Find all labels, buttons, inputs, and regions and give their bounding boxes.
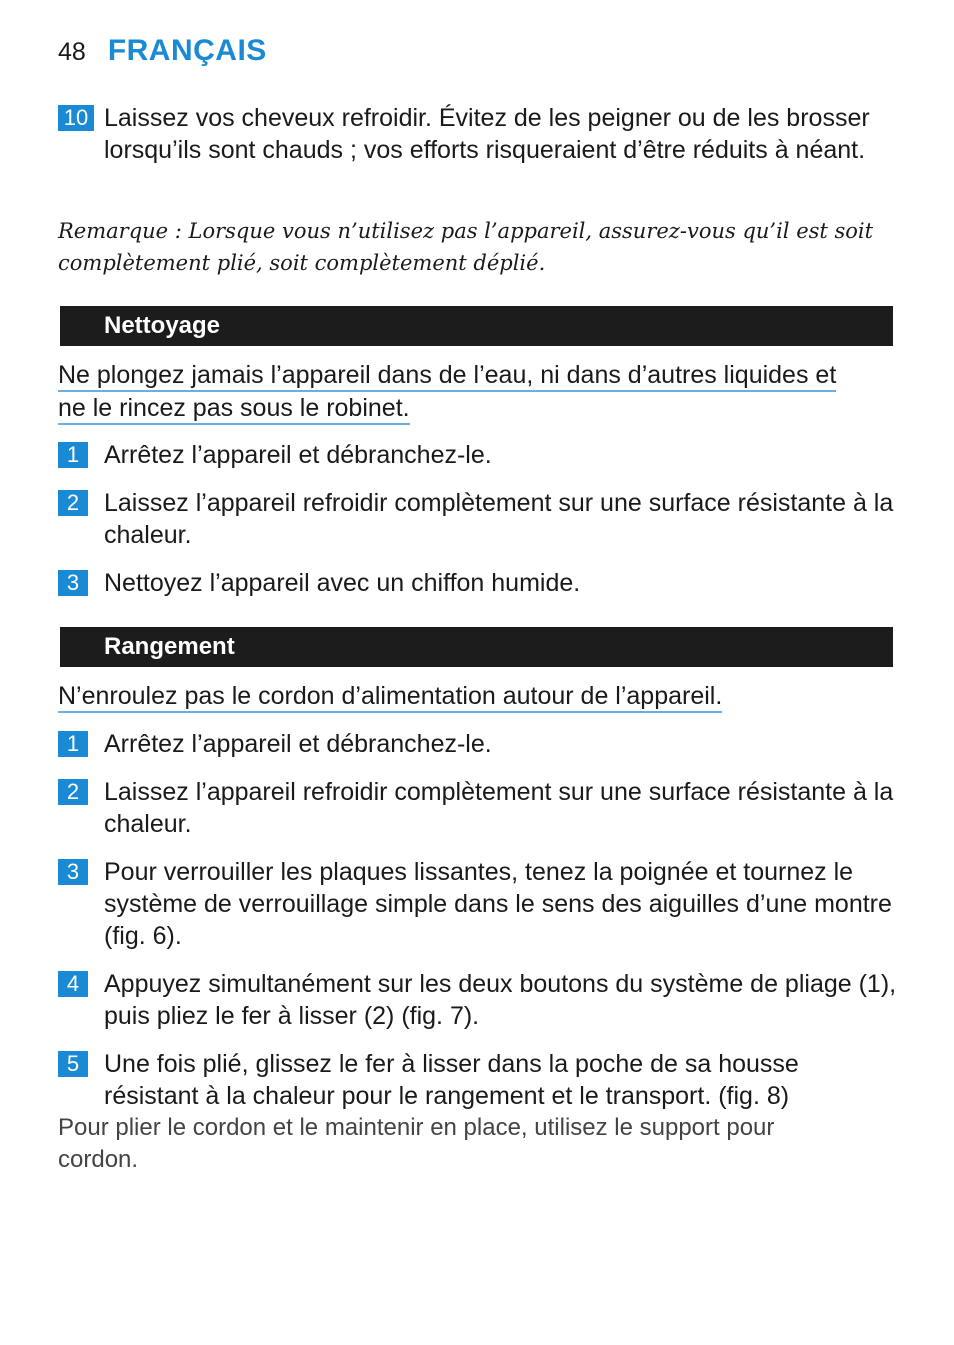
section-bar-cleaning xyxy=(60,306,893,346)
cleaning-step-2 xyxy=(58,487,898,551)
step-number-badge: 5 xyxy=(58,1051,88,1077)
step-text: Une fois plié, glissez le fer à lisser dans la poche de sa housse résistant à la chaleur pour le rangement et le transport. (fig. 8) xyxy=(104,1050,799,1110)
step-number-badge: 3 xyxy=(58,859,88,885)
storage-step-4 xyxy=(58,968,898,1032)
step-text: Appuyez simultanément sur les deux boutons du système de pliage (1), puis pliez le fer à lisser (2) (fig. 7). xyxy=(104,970,897,1030)
storage-step-5 xyxy=(58,1048,898,1112)
section-bar-storage xyxy=(60,627,893,667)
cleaning-step-3 xyxy=(58,567,898,599)
step-number-badge: 2 xyxy=(58,779,88,805)
step-number-badge: 10 xyxy=(58,105,94,131)
step-text: Laissez l’appareil refroidir complètement sur une surface résistante à la chaleur. xyxy=(104,778,894,838)
step-text: Nettoyez l’appareil avec un chiffon humide. xyxy=(104,569,581,597)
storage-step-1 xyxy=(58,728,898,760)
cleaning-warning xyxy=(58,359,898,425)
step-number-badge: 4 xyxy=(58,971,88,997)
section-title-storage: Rangement xyxy=(104,633,235,660)
step-number-badge: 1 xyxy=(58,442,88,468)
warning-line: N’enroulez pas le cordon d’alimentation autour de l’appareil. xyxy=(58,681,722,713)
page-number: 48 xyxy=(58,38,86,66)
step-text: Arrêtez l’appareil et débranchez-le. xyxy=(104,441,492,469)
note: Remarque : Lorsque vous n’utilisez pas l’appareil, assurez-vous qu’il est soit complètement plié, soit complètement déplié. xyxy=(58,219,874,275)
storage-step-2 xyxy=(58,776,898,840)
storage-warning xyxy=(58,680,898,713)
storage-step-3 xyxy=(58,856,898,952)
step-text: Laissez l’appareil refroidir complètement sur une surface résistante à la chaleur. xyxy=(104,489,894,549)
step-text: Arrêtez l’appareil et débranchez-le. xyxy=(104,730,492,758)
page-header xyxy=(58,34,267,74)
warning-line-2: ne le rincez pas sous le robinet. xyxy=(58,393,410,425)
section-title-cleaning: Nettoyage xyxy=(104,312,221,339)
step-number-badge: 2 xyxy=(58,490,88,516)
step-number-badge: 1 xyxy=(58,731,88,757)
step-number-badge: 3 xyxy=(58,570,88,596)
cleaning-step-1 xyxy=(58,439,898,471)
intro-step xyxy=(58,102,898,166)
step-text: Laissez vos cheveux refroidir. Évitez de les peigner ou de les brosser lorsqu’ils sont chauds ; vos efforts risqueraient d’être réduits à néant. xyxy=(104,104,870,164)
step-text: Pour verrouiller les plaques lissantes, tenez la poignée et tournez le système de verrouillage simple dans le sens des aiguilles d’une montre (fig. 6). xyxy=(104,858,892,950)
storage-tip: Pour plier le cordon et le maintenir en place, utilisez le support pour cordon. xyxy=(58,1114,775,1173)
language-title: FRANÇAIS xyxy=(107,34,267,67)
warning-line-1: Ne plongez jamais l’appareil dans de l’eau, ni dans d’autres liquides et xyxy=(58,360,836,392)
